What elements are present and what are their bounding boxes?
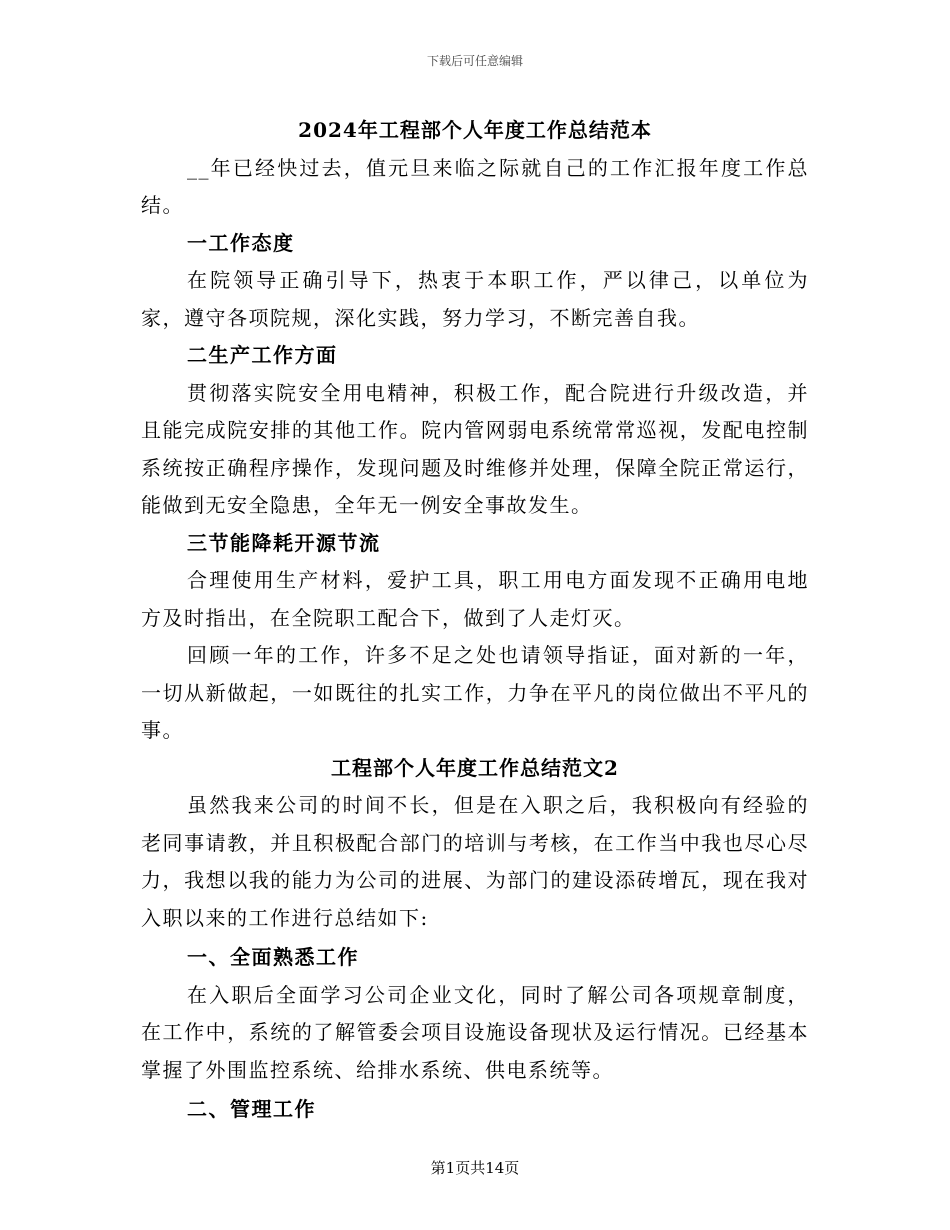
paragraph-production: 贯彻落实院安全用电精神，积极工作，配合院进行升级改造，并且能完成院安排的其他工作。院内管网弱电系统常常巡视，发配电控制系统按正确程序操作，发现问题及时维修并处理，保障全院正常运行，能做到无安全隐患，全年无一例安全事故发生。 <box>141 380 809 517</box>
intro-paragraph: __年已经快过去，值元旦来临之际就自己的工作汇报年度工作总结。 <box>141 155 809 217</box>
paragraph-attitude: 在院领导正确引导下，热衷于本职工作，严以律己，以单位为家，遵守各项院规，深化实践，努力学习，不断完善自我。 <box>141 268 809 330</box>
paragraph-review: 回顾一年的工作，许多不足之处也请领导指证，面对新的一年，一切从新做起，一如既往的扎实工作，力争在平凡的岗位做出不平凡的事。 <box>141 643 809 742</box>
section-heading-attitude: 一工作态度 <box>187 230 295 255</box>
section-heading-energy: 三节能降耗开源节流 <box>187 530 381 555</box>
document-title: 2024年工程部个人年度工作总结范本 <box>298 118 652 142</box>
paragraph-familiarize: 在入职后全面学习公司企业文化，同时了解公司各项规章制度，在工作中，系统的了解管委会项目设施设备现状及运行情况。已经基本掌握了外围监控系统、给排水系统、供电系统等。 <box>141 982 809 1082</box>
paragraph-intro-2: 虽然我来公司的时间不长，但是在入职之后，我积极向有经验的老同事请教，并且积极配合部门的培训与考核，在工作当中我也尽心尽力，我想以我的能力为公司的进展、为部门的建设添砖增瓦，现在我对入职以来的工作进行总结如下: <box>141 793 809 930</box>
document-body <box>141 112 809 1129</box>
section-heading-management: 二、管理工作 <box>187 1097 316 1121</box>
paragraph-energy: 合理使用生产材料，爱护工具，职工用电方面发现不正确用电地方及时指出，在全院职工配合下，做到了人走灯灭。 <box>141 568 809 630</box>
page-number: 第1页共14页 <box>430 1159 520 1177</box>
header-note: 下载后可任意编辑 <box>426 54 523 68</box>
section-heading-familiarize: 一、全面熟悉工作 <box>187 945 359 969</box>
document-subtitle: 工程部个人年度工作总结范文2 <box>331 755 619 780</box>
section-heading-production: 二生产工作方面 <box>187 343 338 367</box>
